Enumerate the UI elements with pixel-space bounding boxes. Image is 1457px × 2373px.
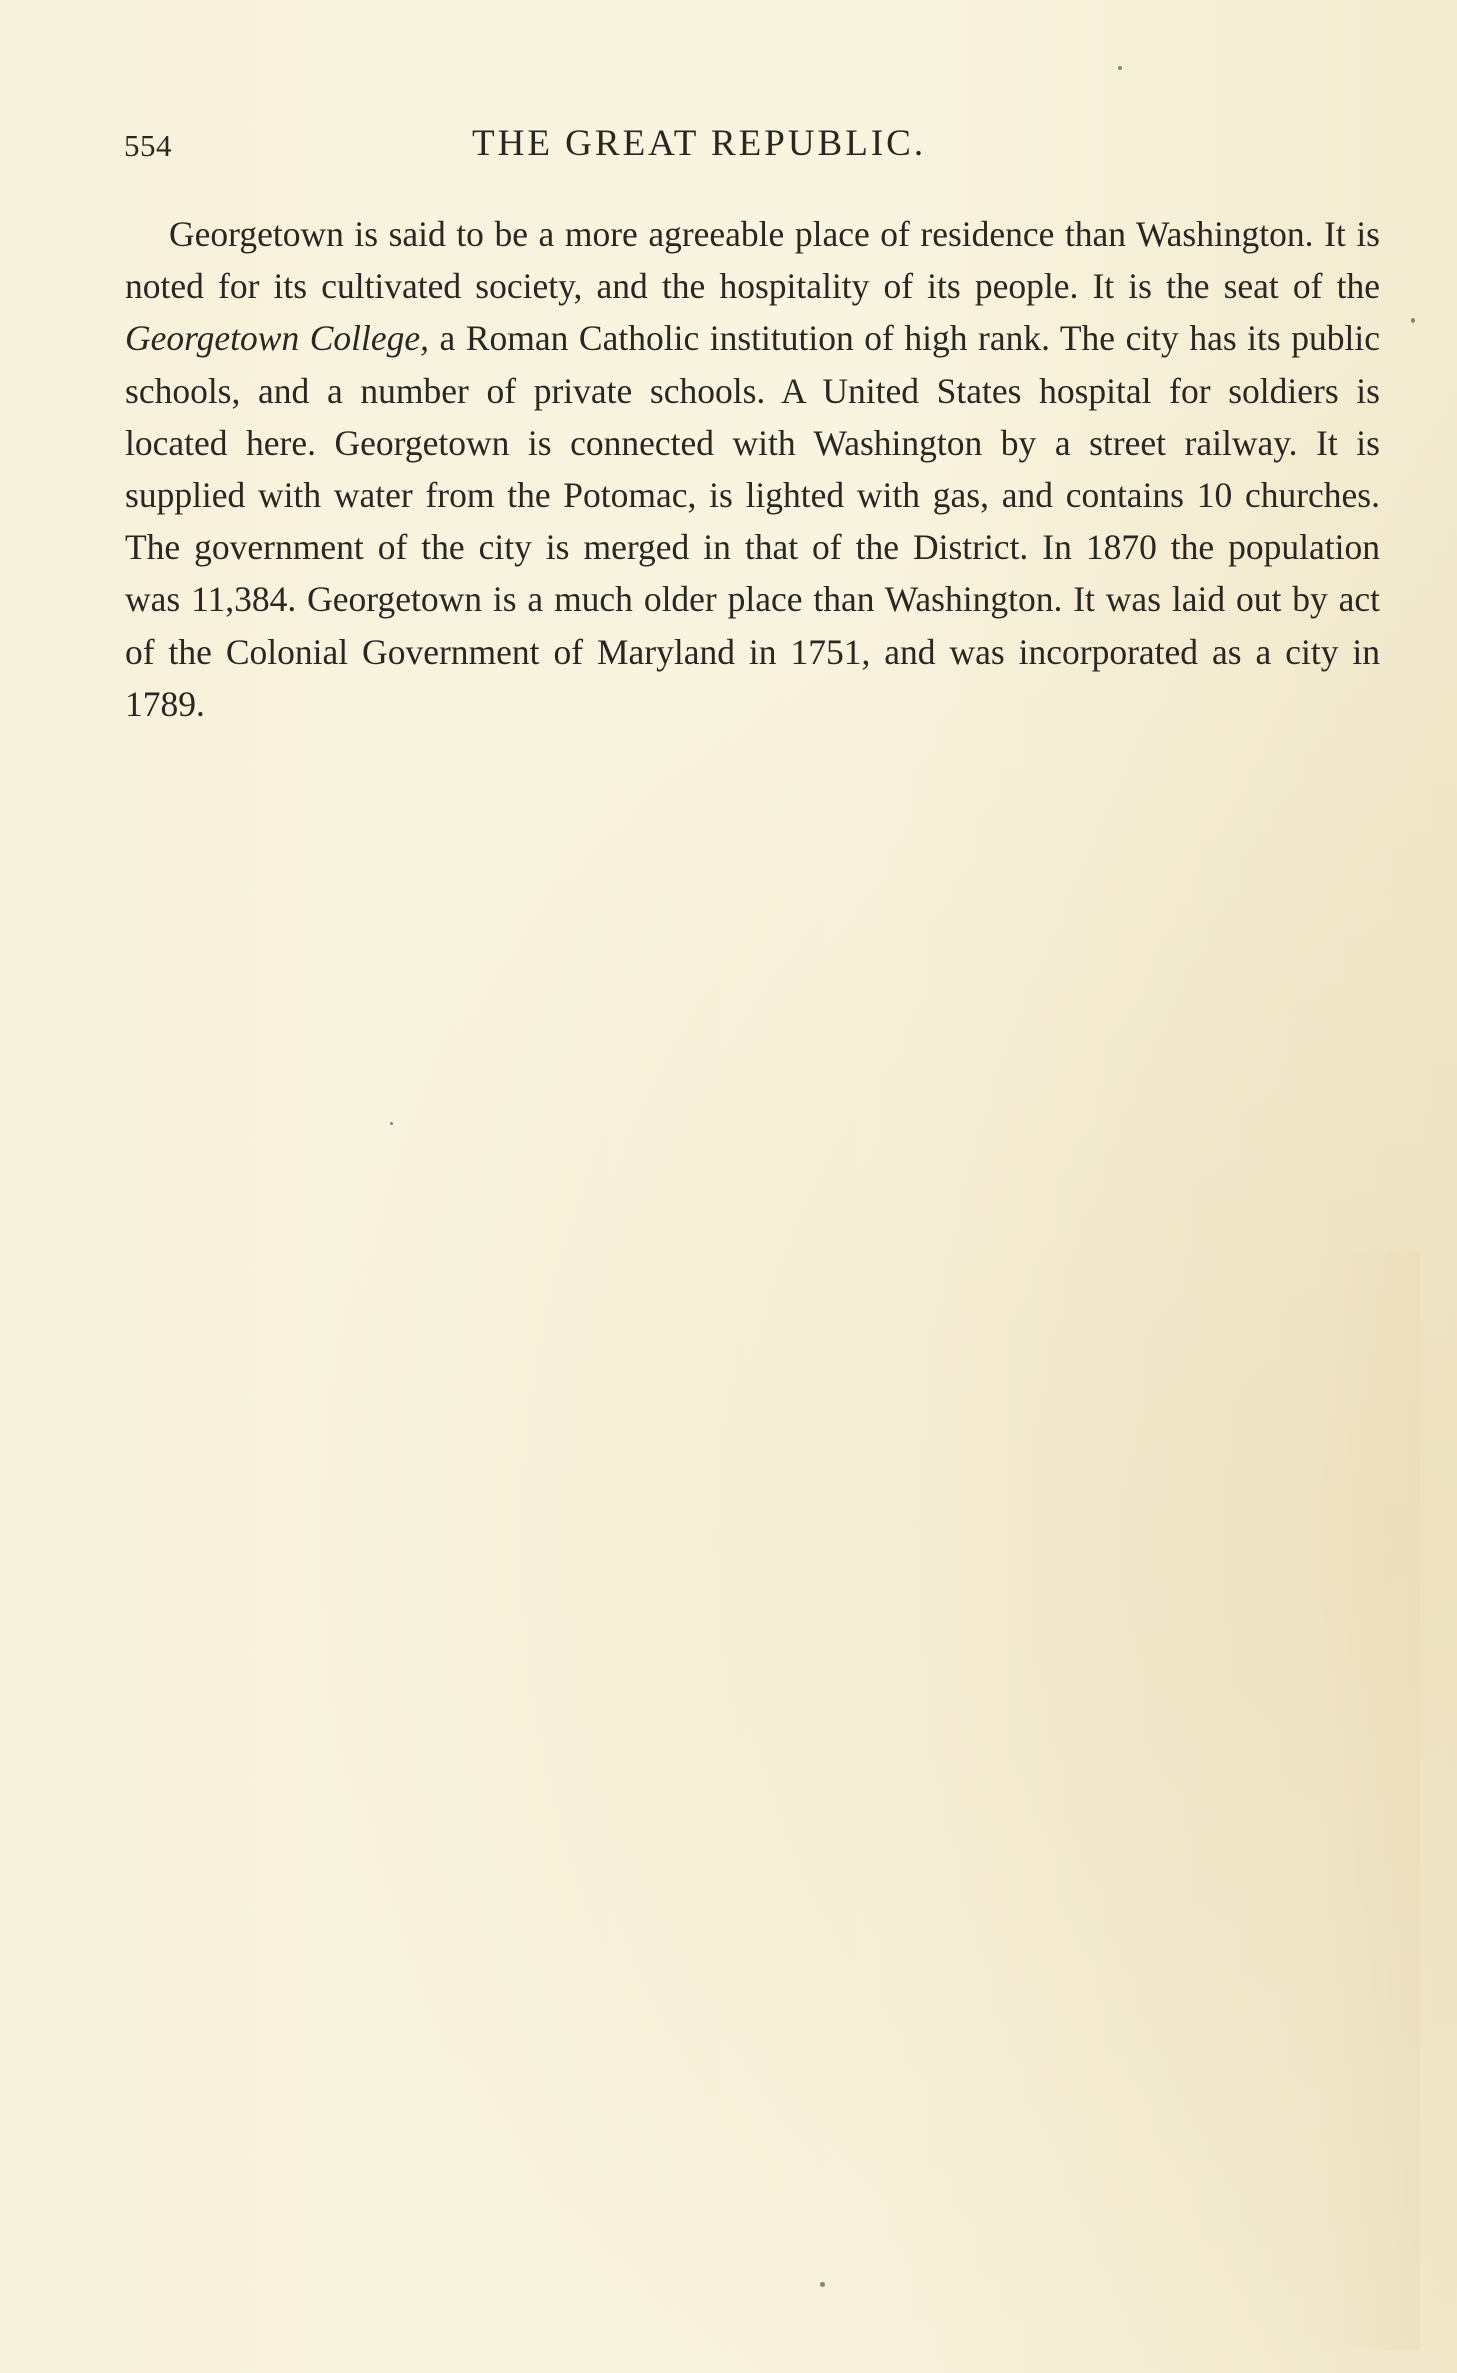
body-paragraph bbox=[125, 208, 1380, 730]
running-header bbox=[124, 122, 1034, 172]
paragraph-text-end: a Roman Catholic institution of high rank. The city has its public schools, and a number of private schools. A United States hospital for soldiers is located here. Georgetown is connected with Washington by a street railway. It is supplied with water from the Potomac, is lighted with gas, and contains 10 churches. The government of the city is merged in that of the District. In 1870 the population was 11,384. Georgetown is a much older place than Washington. It was laid out by act of the Colonial Government of Maryland in 1751, and was incorporated as a city in 1789. bbox=[125, 318, 1380, 724]
running-title: THE GREAT REPUBLIC. bbox=[472, 123, 927, 164]
paper-speck bbox=[1411, 318, 1415, 323]
bleed-through-area bbox=[1320, 1250, 1420, 2350]
paper-speck bbox=[390, 1122, 393, 1125]
page-number: 554 bbox=[124, 128, 172, 163]
paper-speck bbox=[820, 2282, 825, 2287]
paper-speck bbox=[1118, 66, 1122, 70]
paragraph-text-start: Georgetown is said to be a more agreeable place of residence than Washington. It is noted for its cultivated society, and the hospitality of its people. It is the seat of the bbox=[125, 214, 1380, 307]
italic-college-name: Georgetown College, bbox=[125, 318, 430, 359]
